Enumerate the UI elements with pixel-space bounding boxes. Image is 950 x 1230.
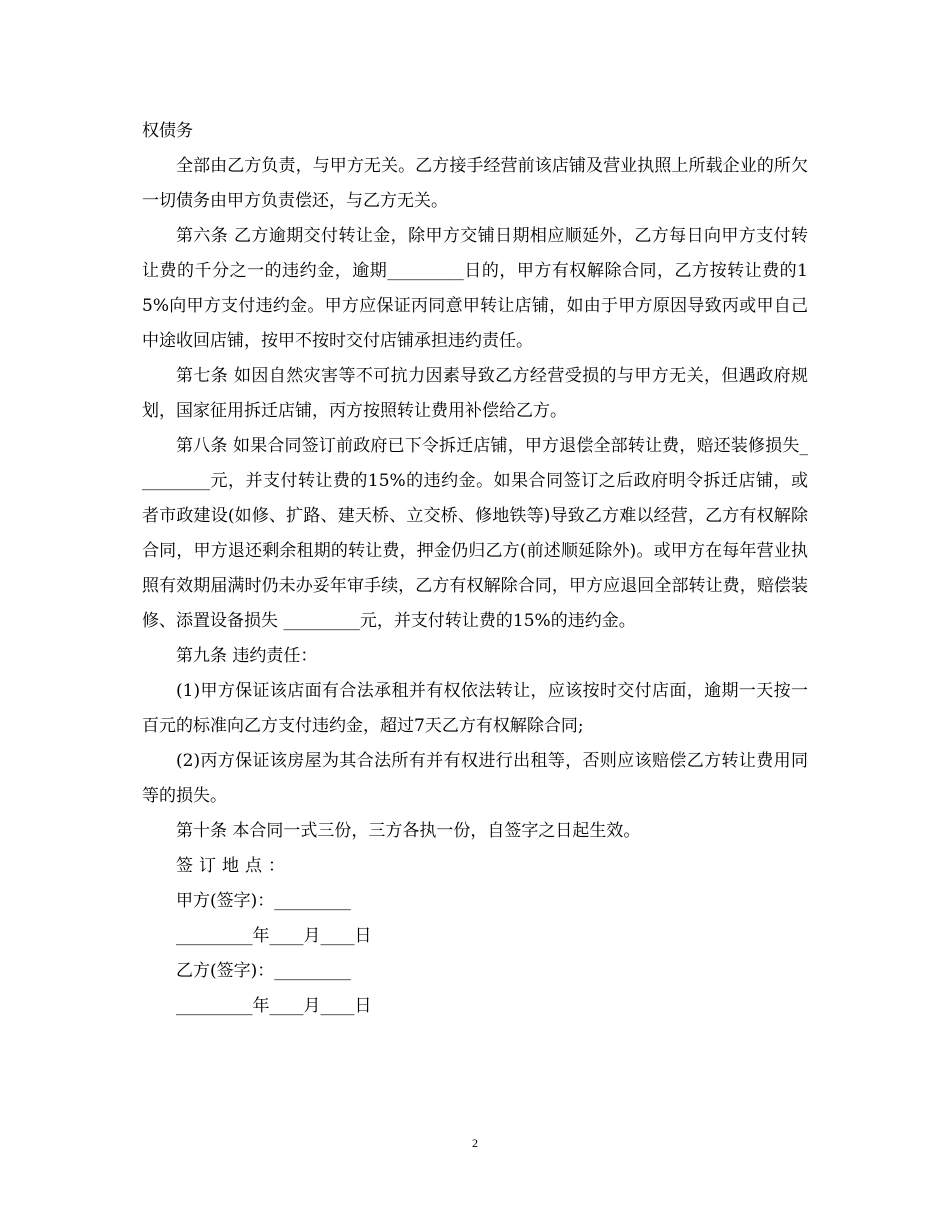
clause-9-item-2: (2)丙方保证该房屋为其合法所有并有权进行出租等，否则应该赔偿乙方转让费用同等的损失。 [142, 751, 808, 806]
clause-9-item-1: (1)甲方保证该店面有合法承租并有权依法转让，应该按时交付店面，逾期一天按一百元的标准向乙方支付违约金，超过7天乙方有权解除合同; [142, 681, 808, 736]
party-a-signature: 甲方(签字)：_________ [176, 891, 351, 911]
clause-8: 第八条 如果合同签订前政府已下令拆迁店铺，甲方退偿全部转让费，赔还装修损失_________元，并支付转让费的15%的违约金。如果合同签订之后政府明令拆迁店铺，或者市政建设(如修、扩路、建天桥、立交桥、修地铁等)导致乙方难以经营，乙方有权解除 合同，甲方退还剩余租期的转让费，押金仍归乙方(前述顺延除外)。或甲方在每年营业执照有效期届满时仍未办妥年审手续，乙方有权解除合同，甲方应退回全部转让费，赔偿装修、添置设备损失 _________元，并支付转让费的15%的违约金。 [142, 436, 808, 631]
paragraph-debt-responsibility: 全部由乙方负责，与甲方无关。乙方接手经营前该店铺及营业执照上所载企业的所欠一切债务由甲方负责偿还，与乙方无关。 [142, 156, 808, 211]
party-a-date: _________年____月____日 [176, 926, 372, 946]
page-number: 2 [472, 1136, 478, 1150]
party-b-date: _________年____月____日 [176, 996, 372, 1016]
party-b-signature: 乙方(签字)：_________ [176, 961, 351, 981]
signing-place-label: 签订地点： [176, 856, 291, 876]
document-body [142, 114, 808, 1024]
clause-6: 第六条 乙方逾期交付转让金，除甲方交铺日期相应顺延外，乙方每日向甲方支付转让费的千分之一的违约金，逾期_________日的，甲方有权解除合同，乙方按转让费的15%向甲方支付违约金。甲方应保证丙同意甲转让店铺，如由于甲方原因导致丙或甲自己中途收回店铺，按甲不按时交付店铺承担违约责任。 [142, 226, 808, 351]
paragraph-continuation: 权债务 [142, 121, 193, 141]
clause-9-heading: 第九条 违约责任： [176, 646, 318, 666]
clause-10: 第十条 本合同一式三份，三方各执一份，自签字之日起生效。 [176, 821, 641, 841]
clause-7: 第七条 如因自然灾害等不可抗力因素导致乙方经营受损的与甲方无关，但遇政府规划，国家征用拆迁店铺，丙方按照转让费用补偿给乙方。 [142, 366, 808, 421]
